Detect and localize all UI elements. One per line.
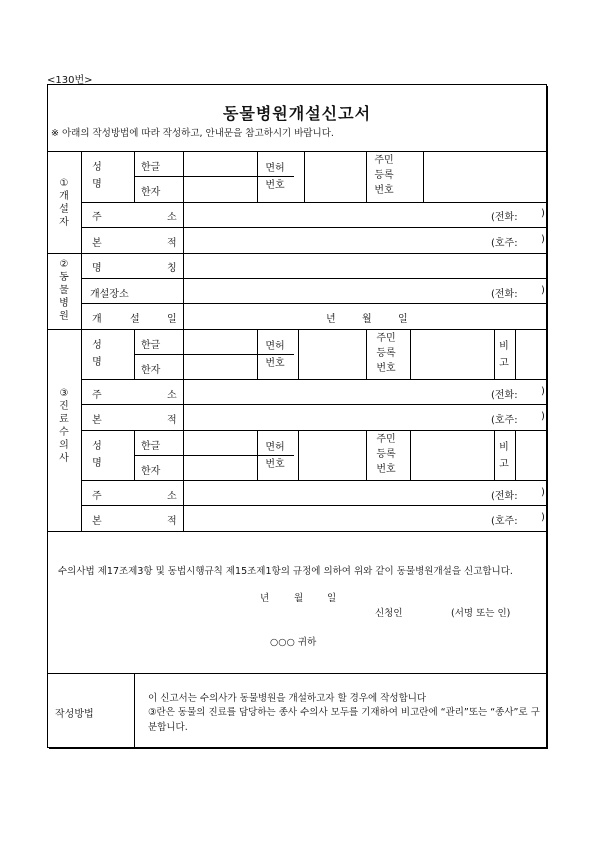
rule [47,673,547,674]
rule [410,329,411,379]
rule [81,430,547,431]
domicile-label-b: 적 [167,238,177,249]
phone-label: (전화: [491,289,518,300]
rule [134,673,135,748]
opening-label-c: 일 [167,314,177,325]
rule [257,329,258,379]
decl-day: 일 [327,593,337,604]
close-paren: ) [541,411,545,422]
section-opener-label: ① 개 설 자 [59,178,69,228]
rule [47,329,547,330]
hanja-label: 한자 [141,187,161,198]
rule [494,329,495,379]
rule [134,151,135,202]
remarks-label: 비 고 [499,442,509,470]
rule [423,151,424,202]
rule [81,278,547,279]
license-label: 면허 번호 [265,163,285,191]
head-label: (호주: [491,415,518,426]
applicant-label: 신청인 [375,608,403,619]
rule [81,379,547,380]
hospital-name-label-a: 명 [92,263,102,274]
rule [366,430,367,480]
close-paren: ) [541,512,545,523]
rule [183,202,184,253]
name-label: 성 명 [92,441,102,469]
rule [298,329,299,379]
domicile-label-a: 본 [92,415,102,426]
hangul-label: 한글 [141,162,161,173]
date-day: 일 [398,314,408,325]
address-label-b: 소 [167,491,177,502]
resident-label: 주민 등록 번호 [376,333,396,374]
form-number: <130번> [47,75,93,86]
rule [47,151,547,152]
close-paren: ) [541,234,545,245]
date-year: 년 [326,314,336,325]
frame-shadow-right [546,86,548,749]
rule [81,227,547,228]
close-paren: ) [541,285,545,296]
license-label: 면허 번호 [265,442,285,470]
phone-label: (전화: [491,491,518,502]
license-label: 면허 번호 [265,341,285,369]
rule [47,531,547,532]
rule [183,480,184,531]
rule [81,505,547,506]
rule [81,480,547,481]
hangul-label: 한글 [141,441,161,452]
rule [366,151,367,202]
decl-year: 년 [260,593,270,604]
opening-label-a: 개 [92,314,102,325]
remarks-label: 비 고 [499,341,509,369]
domicile-label-b: 적 [167,415,177,426]
head-label: (호주: [491,516,518,527]
rule [515,430,516,480]
declaration-text: 수의사법 제17조제3항 및 동법시행규칙 제15조제1항의 규정에 의하여 위와 같이 동물병원개설을 신고합니다. [58,566,513,577]
location-label: 개설장소 [90,289,129,300]
head-label: (호주: [491,238,518,249]
rule [257,430,258,480]
addressee: ○○○ 귀하 [270,637,317,648]
rule [81,151,82,531]
rule [134,329,135,379]
date-month: 월 [362,314,372,325]
address-label-a: 주 [92,212,102,223]
decl-month: 월 [294,593,304,604]
rule [81,303,547,304]
resident-label: 주민 등록 번호 [376,434,396,475]
hanja-label: 한자 [141,466,161,477]
instruction-note: ※ 아래의 작성방법에 따라 작성하고, 안내문을 참고하시기 바랍니다. [51,128,334,139]
address-label-a: 주 [92,491,102,502]
instructions-line2: ③란은 동물의 진료를 담당하는 종사 수의사 모두를 기재하여 비고란에 “관리”또는 “종사”로 구분합니다. [148,707,540,733]
rule [366,329,367,379]
instructions-line1: 이 신고서는 수의사가 동물병원을 개설하고자 할 경우에 작성합니다 [148,693,427,704]
instructions-label: 작성방법 [55,709,94,720]
address-label-b: 소 [167,390,177,401]
address-label-b: 소 [167,212,177,223]
sign-label: (서명 또는 인) [451,608,511,619]
rule [183,379,184,430]
domicile-label-b: 적 [167,516,177,527]
section-hospital-label: ② 동 물 병 원 [59,259,69,322]
rule [257,151,258,202]
rule [183,329,184,379]
rule [134,430,135,480]
close-paren: ) [541,487,545,498]
resident-label: 주민 등록 번호 [374,155,394,196]
rule [81,404,547,405]
rule [515,329,516,379]
rule [183,253,184,329]
phone-label: (전화: [491,390,518,401]
phone-label: (전화: [491,212,518,223]
rule [298,430,299,480]
rule [47,253,547,254]
rule [81,202,547,203]
opening-label-b: 설 [130,314,140,325]
rule [183,430,184,480]
rule [304,151,305,202]
form-frame [47,84,547,748]
hospital-name-label-b: 칭 [167,263,177,274]
close-paren: ) [541,208,545,219]
rule [410,430,411,480]
name-label: 성 명 [92,162,102,190]
rule [183,151,184,202]
frame-shadow-bottom [49,747,548,749]
form-title: 동물병원개설신고서 [222,104,372,123]
hangul-label: 한글 [141,340,161,351]
domicile-label-a: 본 [92,516,102,527]
section-vet-label: ③ 진 료 수 의 사 [59,388,69,464]
address-label-a: 주 [92,390,102,401]
name-label: 성 명 [92,340,102,368]
domicile-label-a: 본 [92,238,102,249]
rule [494,430,495,480]
close-paren: ) [541,386,545,397]
hanja-label: 한자 [141,365,161,376]
